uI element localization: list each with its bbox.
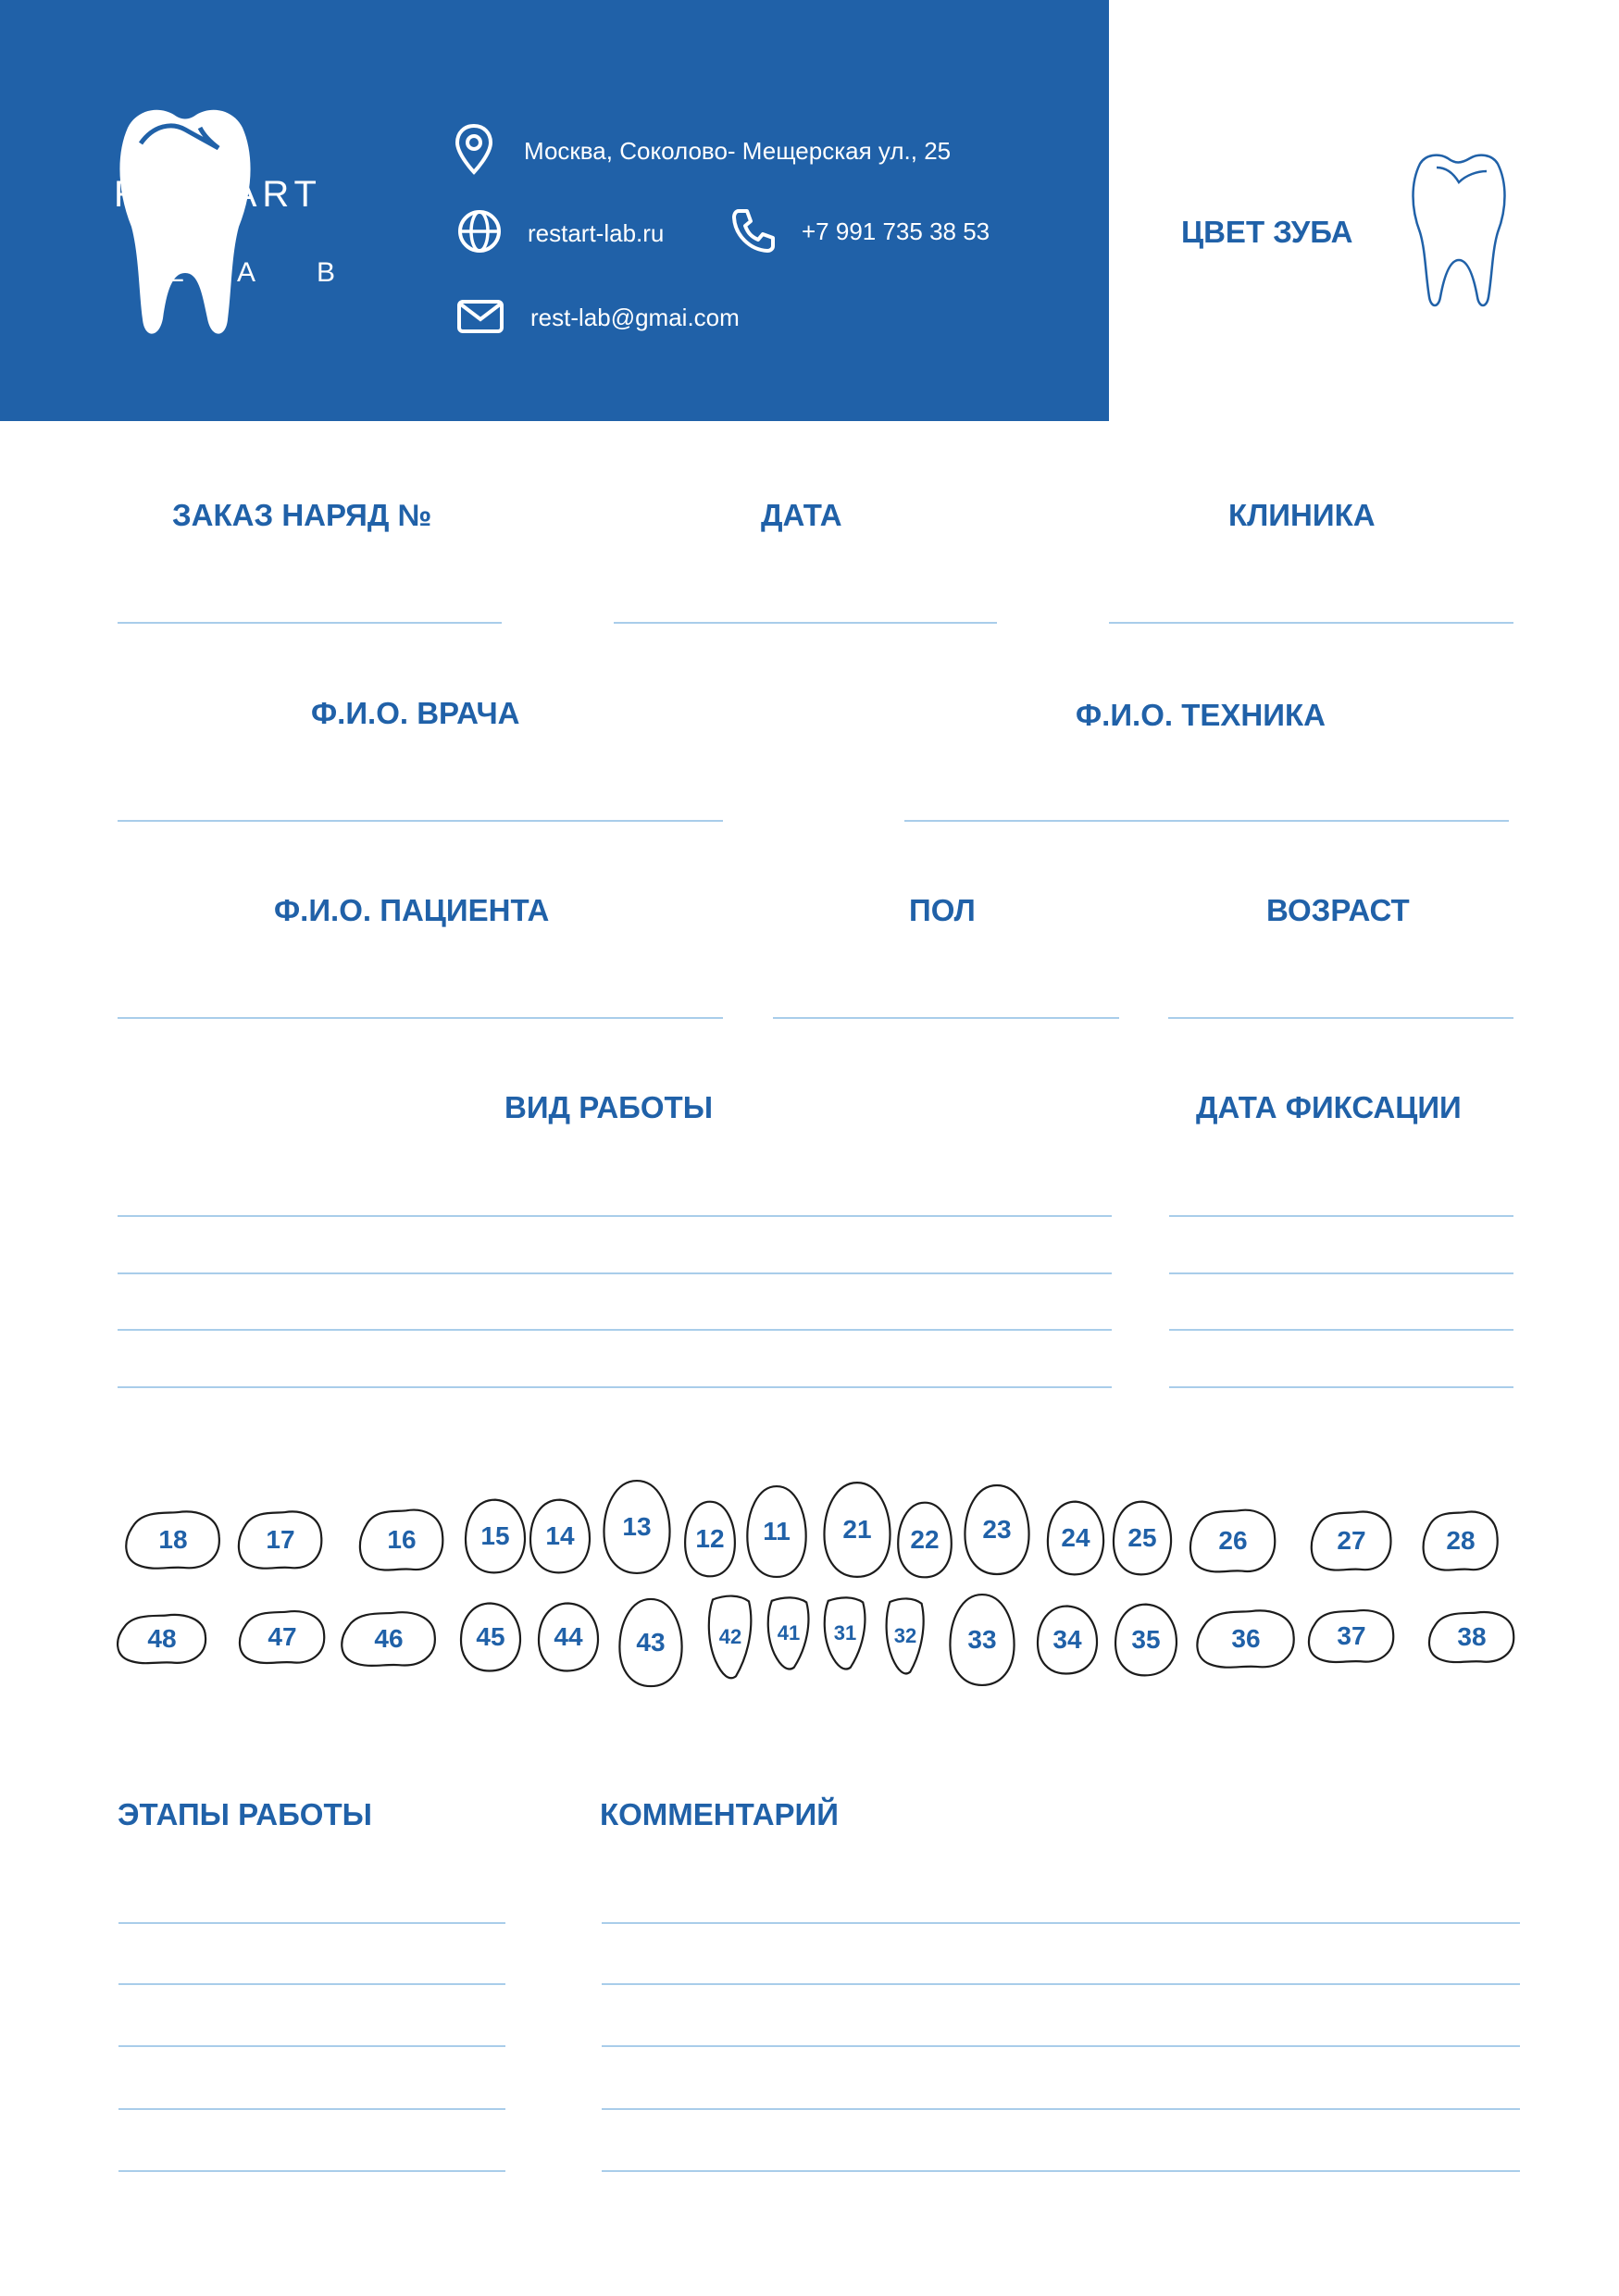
tooth-18[interactable] (123, 1508, 223, 1571)
tooth-number: 47 (268, 1622, 297, 1651)
tooth-number: 24 (1061, 1523, 1090, 1552)
tooth-34[interactable] (1036, 1605, 1099, 1675)
tooth-45[interactable] (459, 1602, 522, 1672)
work-stages-line[interactable] (118, 2108, 505, 2110)
tooth-number: 12 (695, 1524, 725, 1553)
brand-letter-b: B (317, 257, 336, 288)
tooth-13[interactable] (603, 1479, 671, 1575)
clinic-label: КЛИНИКА (1228, 498, 1376, 532)
tooth-number: 15 (480, 1521, 510, 1550)
tooth-number: 26 (1218, 1526, 1248, 1555)
work-type-line[interactable] (118, 1329, 1112, 1331)
sex-field[interactable] (773, 1017, 1119, 1019)
work-stages-line[interactable] (118, 1922, 505, 1924)
fixation-date-line[interactable] (1169, 1329, 1513, 1331)
tooth-12[interactable] (684, 1500, 736, 1578)
tooth-27[interactable] (1309, 1508, 1394, 1573)
work-type-line[interactable] (118, 1386, 1112, 1388)
fixation-date-line[interactable] (1169, 1215, 1513, 1217)
address-text: Москва, Соколово- Мещерская ул., 25 (524, 137, 952, 165)
tooth-31[interactable] (823, 1596, 867, 1670)
tooth-15[interactable] (464, 1498, 527, 1574)
date-field[interactable] (614, 622, 997, 624)
tooth-17[interactable] (236, 1508, 325, 1571)
tooth-number: 21 (842, 1515, 872, 1544)
tooth-number: 18 (158, 1525, 188, 1554)
phone-number[interactable]: +7 991 735 38 53 (802, 217, 990, 245)
tooth-number: 23 (982, 1515, 1012, 1544)
phone-icon (729, 206, 778, 254)
work-type-line[interactable] (118, 1272, 1112, 1274)
tooth-number: 33 (967, 1625, 997, 1654)
age-label: ВОЗРАСТ (1266, 893, 1410, 927)
tooth-44[interactable] (537, 1602, 600, 1672)
email-link[interactable]: rest-lab@gmai.com (530, 304, 740, 331)
clinic-field[interactable] (1109, 622, 1513, 624)
tooth-number: 44 (554, 1622, 583, 1651)
tooth-number: 13 (622, 1512, 652, 1541)
tooth-number: 45 (476, 1622, 505, 1651)
fixation-date-line[interactable] (1169, 1386, 1513, 1388)
comment-line[interactable] (602, 2045, 1520, 2047)
comment-line[interactable] (602, 2170, 1520, 2172)
tooth-number: 37 (1337, 1621, 1366, 1650)
tooth-46[interactable] (339, 1609, 439, 1669)
tooth-14[interactable] (529, 1498, 592, 1574)
tooth-number: 32 (893, 1624, 917, 1647)
technician-name-field[interactable] (904, 820, 1509, 822)
tooth-number: 17 (266, 1525, 295, 1554)
tooth-35[interactable] (1114, 1603, 1178, 1677)
tooth-number: 46 (374, 1624, 404, 1653)
tooth-number: 14 (545, 1521, 575, 1550)
tooth-33[interactable] (949, 1593, 1015, 1687)
tooth-number: 22 (910, 1525, 940, 1554)
brand-letter-a: A (237, 257, 256, 288)
tooth-number: 27 (1337, 1526, 1366, 1555)
header-band (0, 0, 1109, 421)
order-number-label: ЗАКАЗ НАРЯД № (172, 498, 432, 532)
order-number-field[interactable] (118, 622, 502, 624)
tooth-28[interactable] (1421, 1508, 1501, 1573)
tooth-21[interactable] (823, 1481, 891, 1579)
tooth-11[interactable] (746, 1484, 807, 1579)
tooth-24[interactable] (1046, 1500, 1105, 1576)
comment-label: КОММЕНТАРИЙ (600, 1797, 839, 1831)
sex-label: ПОЛ (909, 893, 976, 927)
brand-letter-l: L (168, 257, 184, 288)
tooth-42[interactable] (707, 1595, 753, 1680)
work-stages-line[interactable] (118, 2170, 505, 2172)
date-label: ДАТА (761, 498, 842, 532)
tooth-41[interactable] (766, 1596, 811, 1670)
comment-line[interactable] (602, 1983, 1520, 1985)
tooth-number: 16 (387, 1525, 417, 1554)
tooth-color-label: ЦВЕТ ЗУБА (1181, 215, 1353, 249)
tooth-number: 38 (1457, 1622, 1487, 1651)
tooth-43[interactable] (618, 1597, 683, 1688)
tooth-32[interactable] (885, 1597, 926, 1675)
tooth-logo-icon (111, 102, 342, 342)
tooth-26[interactable] (1188, 1507, 1278, 1575)
brand-wordmark: RESTART (114, 174, 322, 215)
tooth-25[interactable] (1112, 1500, 1173, 1576)
fixation-date-line[interactable] (1169, 1272, 1513, 1274)
tooth-number: 41 (777, 1621, 801, 1644)
brand-logo (111, 102, 361, 352)
tooth-47[interactable] (237, 1608, 328, 1666)
work-type-line[interactable] (118, 1215, 1112, 1217)
work-type-label: ВИД РАБОТЫ (504, 1090, 714, 1124)
patient-name-field[interactable] (118, 1017, 723, 1019)
tooth-number: 36 (1231, 1624, 1261, 1653)
tooth-number: 25 (1127, 1523, 1157, 1552)
tooth-number: 11 (763, 1517, 791, 1545)
patient-name-label: Ф.И.О. ПАЦИЕНТА (274, 893, 550, 927)
work-stages-label: ЭТАПЫ РАБОТЫ (118, 1797, 372, 1831)
tooth-number: 43 (636, 1628, 666, 1657)
tooth-number: 34 (1052, 1625, 1082, 1654)
mail-icon (456, 299, 504, 334)
tooth-number: 31 (833, 1621, 857, 1644)
tooth-outline-icon (1405, 151, 1516, 310)
fixation-date-label: ДАТА ФИКСАЦИИ (1196, 1090, 1462, 1124)
work-stages-line[interactable] (118, 2045, 505, 2047)
tooth-23[interactable] (964, 1483, 1030, 1576)
tooth-22[interactable] (897, 1501, 953, 1579)
comment-line[interactable] (602, 1922, 1520, 1924)
age-field[interactable] (1168, 1017, 1513, 1019)
doctor-name-label: Ф.И.О. ВРАЧА (311, 696, 520, 730)
technician-name-label: Ф.И.О. ТЕХНИКА (1076, 698, 1326, 732)
tooth-number: 42 (718, 1625, 742, 1648)
tooth-number: 48 (147, 1624, 177, 1653)
work-stages-line[interactable] (118, 1983, 505, 1985)
tooth-36[interactable] (1194, 1607, 1298, 1670)
tooth-16[interactable] (357, 1507, 446, 1573)
globe-icon (456, 208, 503, 254)
tooth-number: 28 (1446, 1526, 1476, 1555)
website-link[interactable]: restart-lab.ru (528, 219, 665, 247)
doctor-name-field[interactable] (118, 820, 723, 822)
tooth-38[interactable] (1426, 1609, 1517, 1665)
location-pin-icon (454, 122, 494, 176)
tooth-48[interactable] (115, 1612, 209, 1666)
comment-line[interactable] (602, 2108, 1520, 2110)
tooth-number: 35 (1131, 1625, 1161, 1654)
tooth-37[interactable] (1306, 1607, 1397, 1665)
